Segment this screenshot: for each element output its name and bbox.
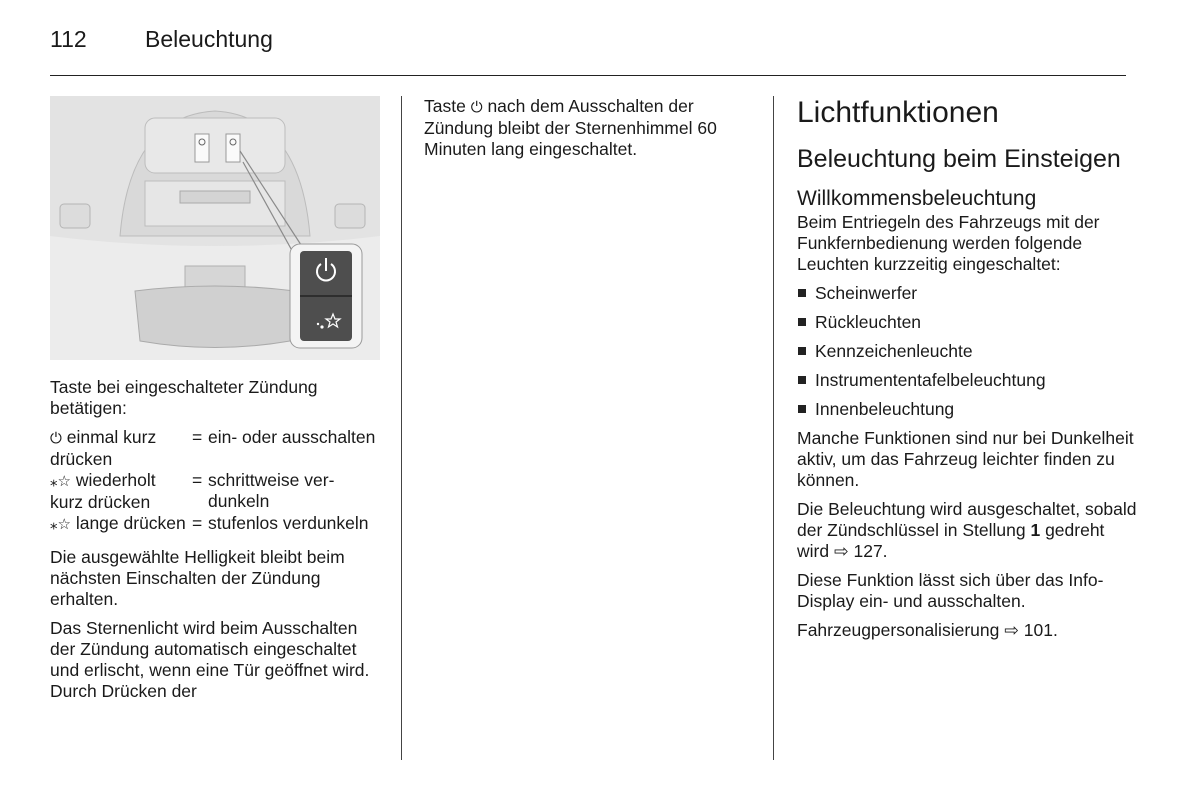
header-rule — [50, 75, 1126, 76]
power-icon: ⏻ — [50, 430, 62, 447]
def-term: einmal kurz drücken — [50, 427, 157, 469]
page-reference-link[interactable]: 101. — [1018, 620, 1058, 640]
def-equals: = — [192, 513, 203, 533]
def-term: lange drücken — [75, 513, 186, 533]
col2-paragraph — [424, 96, 754, 160]
column-divider-1 — [401, 96, 402, 760]
def-equals: = — [192, 427, 203, 447]
list-item: Instrumententafelbeleuchtung — [797, 370, 1137, 391]
def-row — [50, 427, 385, 470]
col1-intro: Taste bei eingeschalteter Zündung betätigen: — [50, 377, 318, 418]
power-icon: ⏻ — [470, 99, 483, 116]
topic-heading: Willkommensbeleuchtung — [797, 187, 1037, 210]
col1-starlight-paragraph: Das Sternenlicht wird beim Ausschalten der Zündung automatisch eingeschaltet und erlischt, wenn eine Tür geöffnet wird. Durch Drücken der — [50, 618, 370, 701]
col1-brightness-paragraph: Die ausgewählte Helligkeit bleibt beim nächsten Einschalten der Zündung erhalten. — [50, 547, 345, 609]
col3-switch-off-paragraph — [797, 499, 1137, 562]
def-equals: = — [192, 470, 203, 490]
col2-text-before: Taste — [424, 96, 471, 116]
page-header — [50, 26, 273, 53]
col3-intro: Beim Entriegeln des Fahrzeugs mit der Funkfernbedienung werden folgende Leuchten kurzzeitig eingeschaltet: — [797, 212, 1100, 274]
def-description: schrittweise verdunkeln — [208, 470, 335, 511]
column-divider-2 — [773, 96, 774, 760]
col2-text-after: nach dem Ausschalten der Zündung bleibt der Sternenhimmel 60 Minuten lang eingeschaltet. — [424, 96, 717, 159]
reference-arrow-icon: ⇨ — [833, 541, 849, 561]
personalisation-text: Fahrzeugpersonalisierung — [797, 620, 1005, 640]
page-title: Beleuchtung — [145, 26, 273, 52]
key-position: 1 — [1030, 520, 1041, 540]
section-heading: Lichtfunktionen — [797, 96, 999, 129]
page-reference-link[interactable]: 127. — [848, 541, 888, 561]
col3-info-display-paragraph: Diese Funktion lässt sich über das Info-Display ein- und ausschalten. — [797, 570, 1104, 611]
page-number: 112 — [50, 26, 87, 52]
col3-darkness-paragraph: Manche Funktionen sind nur bei Dunkelheit aktiv, um das Fahrzeug leichter finden zu können. — [797, 428, 1134, 490]
column-1 — [50, 377, 385, 710]
subsection-heading: Beleuchtung beim Einsteigen — [797, 145, 1121, 173]
reference-arrow-icon: ⇨ — [1004, 620, 1019, 640]
def-row — [50, 470, 385, 513]
column-2 — [424, 96, 754, 168]
dimmer-stars-icon: ⁎☆ — [50, 473, 71, 490]
button-function-table — [50, 427, 385, 535]
lights-list — [797, 283, 1137, 420]
def-row — [50, 513, 385, 535]
overhead-console-illustration — [50, 96, 380, 360]
def-term: wiederholt kurz drücken — [50, 470, 156, 512]
column-3 — [797, 96, 1137, 649]
list-item: Rückleuchten — [797, 312, 1137, 333]
list-item: Scheinwerfer — [797, 283, 1137, 304]
list-item: Innenbeleuchtung — [797, 399, 1137, 420]
switch-off-text: Die Beleuchtung wird ausgeschaltet, sobald der Zündschlüssel in Stellung — [797, 499, 1137, 540]
dimmer-stars-icon: ⁎☆ — [50, 516, 71, 533]
list-item: Kennzeichenleuchte — [797, 341, 1137, 362]
def-description: ein- oder ausschalten — [208, 427, 376, 447]
col3-personalisation-paragraph — [797, 620, 1137, 641]
def-description: stufenlos verdunkeln — [208, 513, 369, 533]
switch-off-text-end: gedreht wird — [797, 520, 1105, 561]
